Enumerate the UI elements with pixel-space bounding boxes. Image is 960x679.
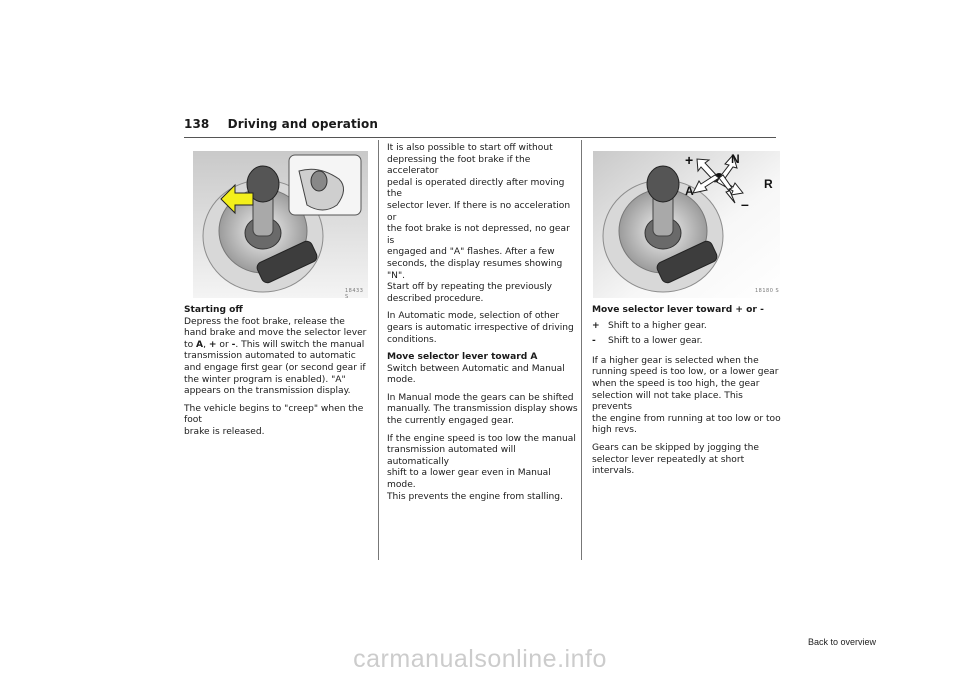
section-body-starting-off [184, 305, 374, 398]
list-item-higher-gear [592, 321, 784, 333]
text-line: running speed is too low, or a lower gear [592, 367, 779, 378]
text-line: and engage first gear (or second gear if [184, 362, 366, 373]
column-divider-2 [581, 140, 582, 560]
figure-code-left: 18433 S [345, 288, 364, 298]
watermark: carmanualsonline.info [353, 645, 607, 673]
column-3 [592, 305, 784, 484]
page-number: 138 [184, 117, 210, 131]
text-line: shift to a lower gear even in Manual mode. [387, 468, 551, 491]
paragraph-gear-selection-blocked [592, 356, 784, 437]
text-line: It is also possible to start off without [387, 143, 553, 153]
minus-symbol: - [592, 336, 596, 347]
text-line: Gears can be skipped by jogging the [592, 442, 759, 453]
plus-symbol: + [592, 320, 600, 331]
text-line: described procedure. [387, 293, 484, 304]
heading-move-toward-a: Move selector lever toward A [387, 352, 538, 363]
selector-lever-illustration-left [193, 151, 368, 298]
text-line: engaged and "A" flashes. After a few [387, 247, 555, 258]
gear-symbol-a: A [196, 339, 204, 350]
text-line: selector lever repeatedly at short intervals. [592, 454, 745, 477]
text-line: the foot brake is not depressed, no gear is [387, 224, 570, 246]
text-line: Start off by repeating the previously [387, 282, 553, 293]
paragraph-automatic-mode [387, 311, 579, 346]
text-line: gears is automatic irrespective of driving [387, 322, 574, 333]
paragraph-manual-mode [387, 393, 579, 428]
text-line: selection will not take place. This prevents [592, 390, 743, 413]
text-line: high revs. [592, 425, 637, 436]
text-line: the winter program is enabled). "A" [184, 374, 346, 385]
page-header [184, 117, 378, 131]
back-to-overview-link[interactable]: Back to overview [808, 637, 877, 647]
text-line: depressing the foot brake if the accelerator [387, 154, 531, 177]
selector-lever-figure-left [193, 151, 368, 298]
text-line: transmission automated to automatic [184, 351, 356, 362]
heading-move-plus-minus: Move selector lever toward + or - [592, 305, 764, 315]
text-line [184, 340, 374, 352]
text-line: conditions. [387, 334, 437, 345]
column-2 [387, 143, 579, 509]
text-line: when the speed is too high, the gear [592, 378, 760, 389]
label-n: N [731, 152, 740, 166]
text-fragment: or [216, 339, 232, 350]
text-line: seconds, the display resumes showing "N". [387, 258, 563, 281]
label-a: A [685, 184, 694, 198]
section-title: Driving and operation [227, 117, 379, 131]
text-line: the currently engaged gear. [387, 416, 514, 427]
label-plus: + [685, 152, 694, 168]
text-line: Depress the foot brake, release the [184, 316, 345, 327]
text-line: the engine from running at too low or too [592, 413, 781, 424]
gear-symbol-plus: + [208, 339, 217, 350]
paragraph-engine-speed-low [387, 434, 579, 504]
text-line: If a higher gear is selected when the [592, 355, 759, 366]
paragraph-start-without-brake [387, 143, 579, 305]
text-line: pedal is operated directly after moving the [387, 177, 565, 200]
figure-code-right: 18180 S [755, 288, 780, 294]
selector-lever-illustration-right [593, 151, 780, 298]
paragraph-skip-gears [592, 443, 784, 478]
text-line: Switch between Automatic and Manual [387, 363, 565, 374]
text-line: transmission automated will automatically [387, 445, 516, 467]
text-line: hand brake and move the selector lever [184, 328, 367, 339]
column-divider-1 [378, 140, 379, 560]
gear-symbol-minus: - [231, 339, 236, 350]
text-line: In Automatic mode, selection of other [387, 311, 560, 322]
label-r: R [764, 177, 773, 191]
selector-lever-figure-right [593, 151, 780, 298]
column-1 [184, 305, 374, 445]
heading-starting-off: Starting off [184, 305, 243, 315]
paragraph-creep [184, 404, 374, 439]
text-line: appears on the transmission display. [184, 386, 351, 397]
list-item-lower-gear [592, 336, 784, 348]
text-line: brake is released. [184, 426, 265, 437]
text-line: selector lever. If there is no acceleration or [387, 200, 571, 223]
text-line: manually. The transmission display shows [387, 404, 578, 415]
list-item-text: Shift to a lower gear. [608, 336, 703, 347]
text-line: mode. [387, 375, 416, 386]
text-line: In Manual mode the gears can be shifted [387, 392, 574, 403]
header-rule [184, 137, 776, 138]
text-fragment: to [184, 339, 197, 350]
label-minus: – [741, 196, 749, 212]
text-fragment: . This will switch the manual [235, 339, 365, 350]
text-line: This prevents the engine from stalling. [387, 491, 563, 502]
list-item-text: Shift to a higher gear. [608, 320, 707, 331]
text-line: If the engine speed is too low the manual [387, 433, 576, 444]
text-fragment: , [203, 339, 209, 350]
text-line: The vehicle begins to "creep" when the foot [184, 403, 364, 426]
paragraph-switch-mode [387, 364, 579, 387]
